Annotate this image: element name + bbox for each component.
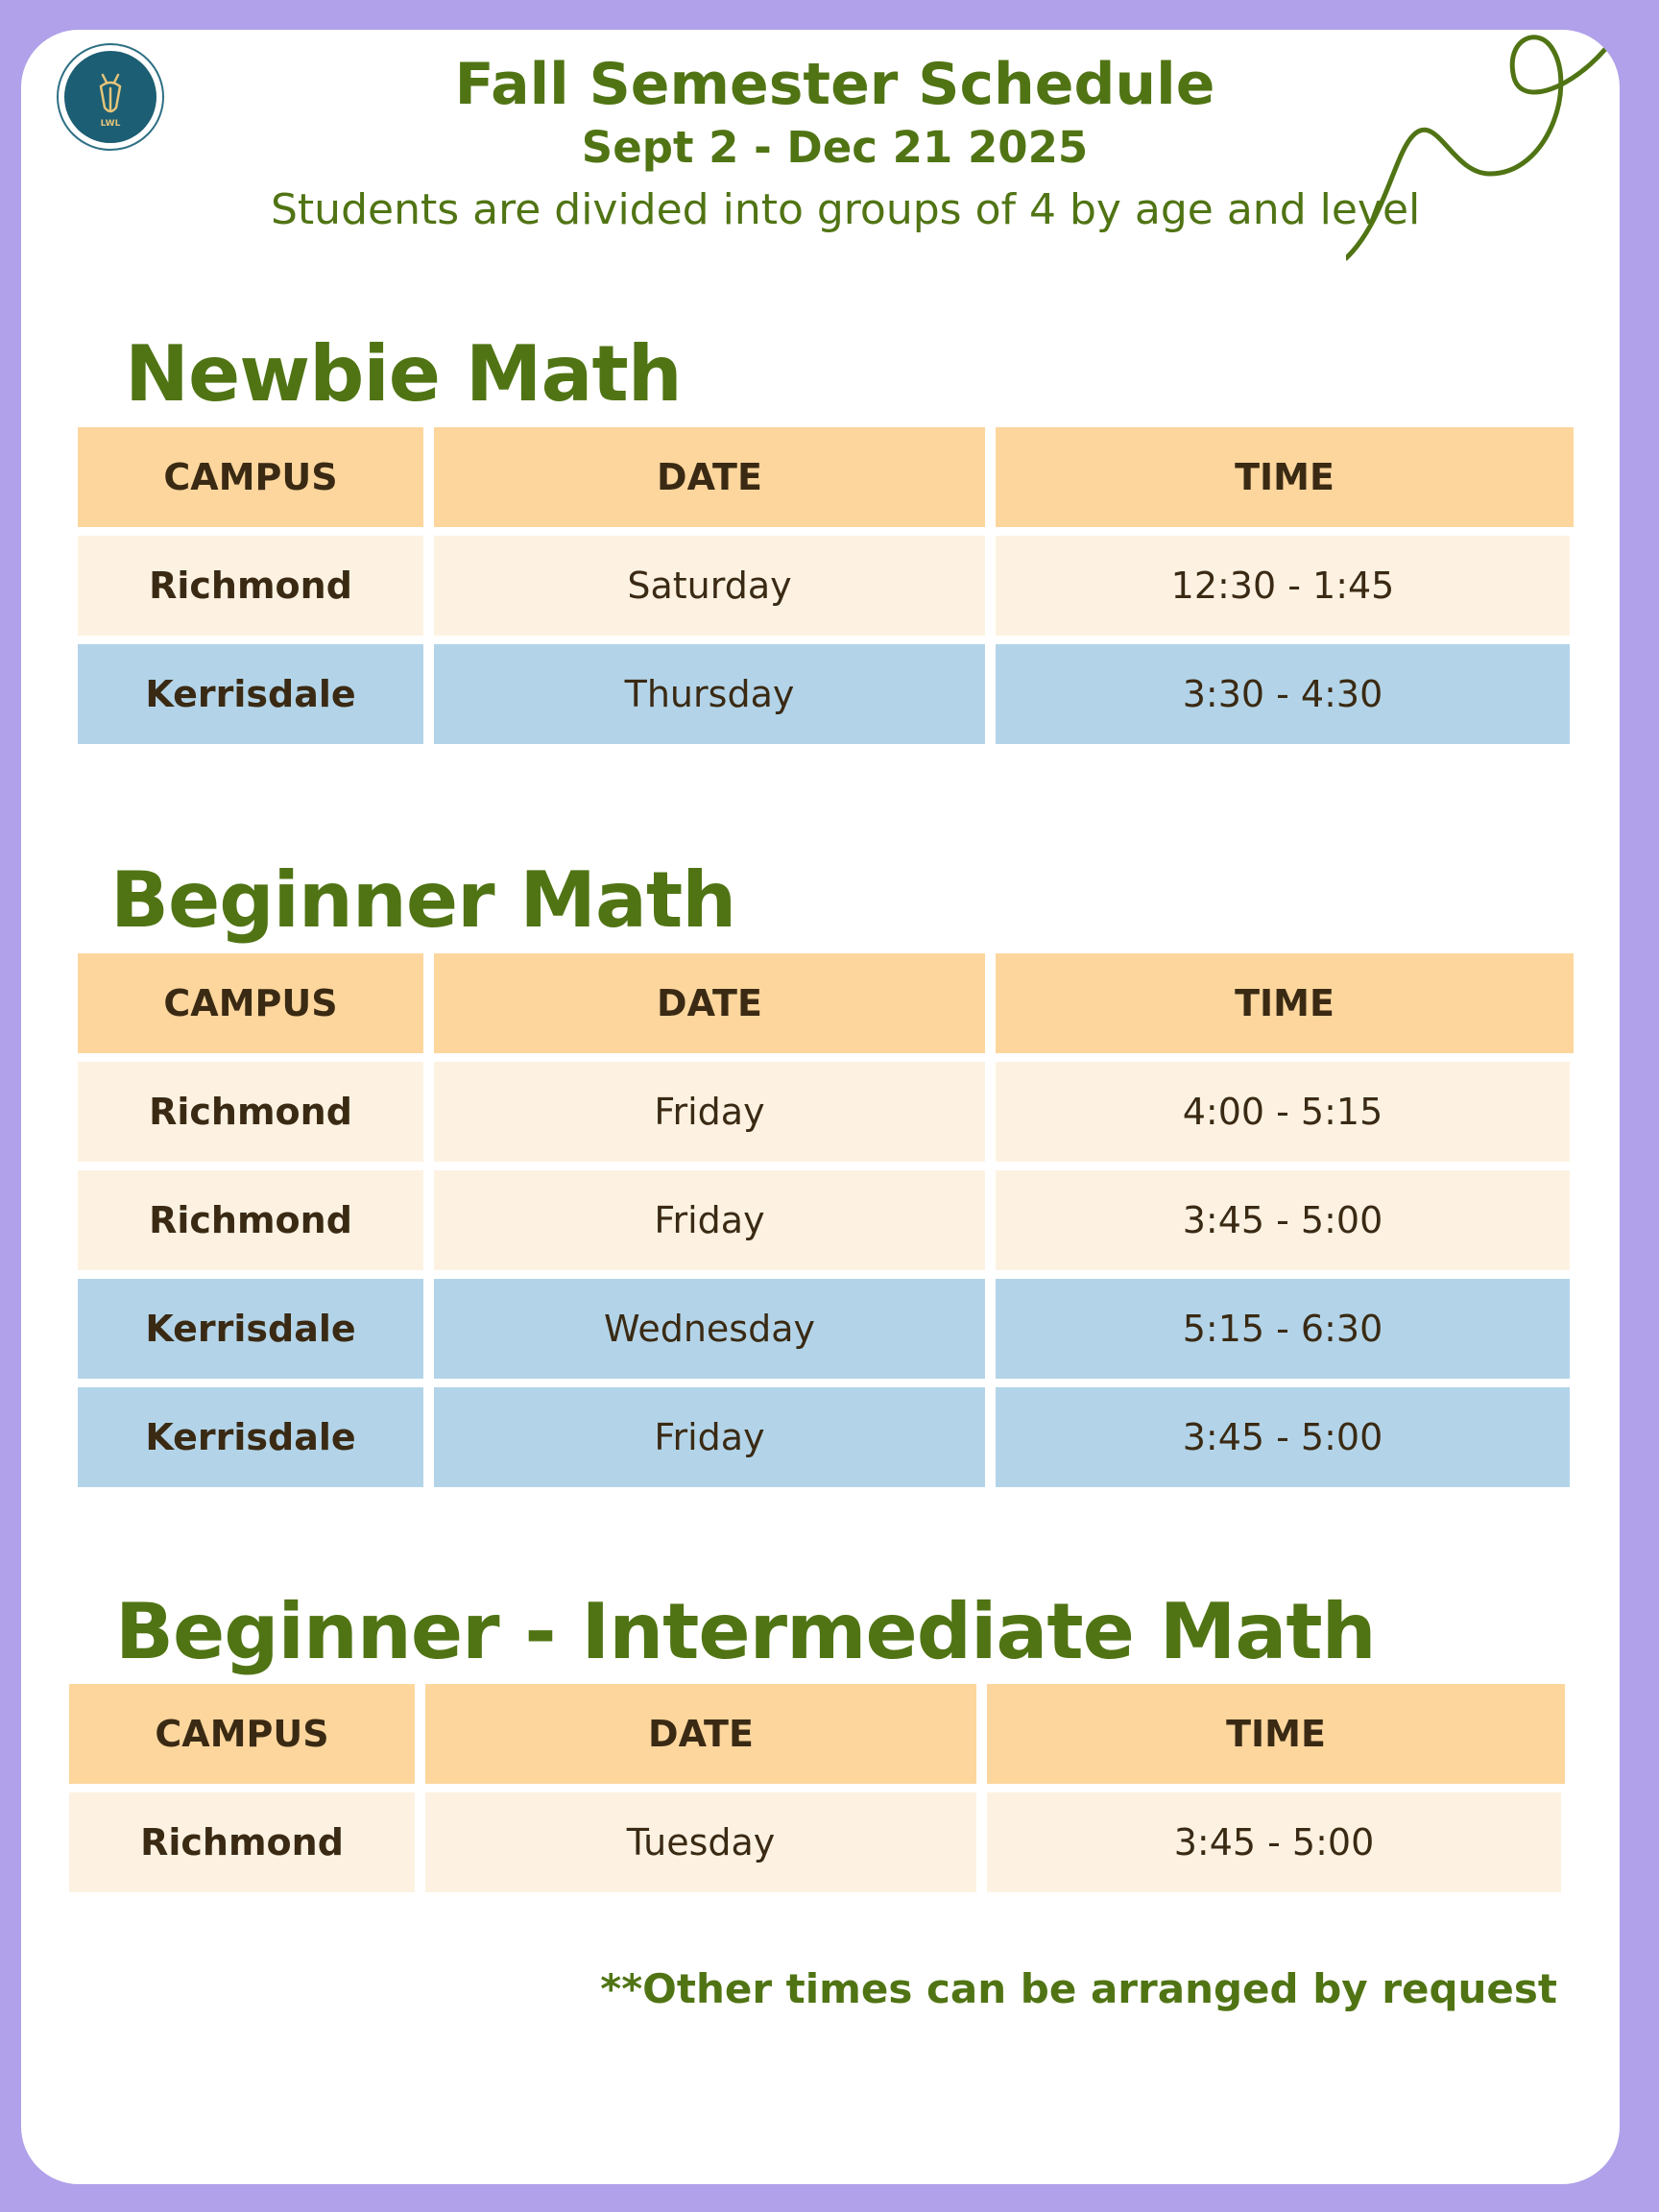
page-title: Fall Semester Schedule	[454, 51, 1215, 118]
campus-cell: Richmond	[78, 1170, 423, 1270]
logo-text: LWL	[100, 119, 121, 129]
time-cell: 3:30 - 4:30	[996, 644, 1570, 744]
tagline: Students are divided into groups of 4 by age and level	[271, 185, 1421, 234]
arrangement-note: **Other times can be arranged by request	[600, 1965, 1557, 2012]
time-cell: 4:00 - 5:15	[996, 1062, 1570, 1162]
date-cell: Thursday	[434, 644, 985, 744]
date-cell: Friday	[434, 1062, 985, 1162]
campus-cell: Kerrisdale	[78, 1387, 423, 1487]
date-cell: Tuesday	[425, 1792, 976, 1892]
column-header-time: TIME	[996, 427, 1574, 527]
column-header-campus: CAMPUS	[69, 1684, 415, 1784]
column-header-date: DATE	[425, 1684, 976, 1784]
date-cell: Friday	[434, 1387, 985, 1487]
section-title-beginner-math: Beginner Math	[110, 855, 736, 945]
campus-cell: Kerrisdale	[78, 1279, 423, 1379]
time-cell: 3:45 - 5:00	[996, 1387, 1570, 1487]
column-header-date: DATE	[434, 427, 985, 527]
date-cell: Friday	[434, 1170, 985, 1270]
column-header-campus: CAMPUS	[78, 427, 423, 527]
section-title-beginner-intermediate-math: Beginner - Intermediate Math	[115, 1587, 1376, 1676]
semester-dates: Sept 2 - Dec 21 2025	[581, 122, 1089, 173]
time-cell: 3:45 - 5:00	[987, 1792, 1561, 1892]
campus-cell: Richmond	[78, 536, 423, 636]
time-cell: 3:45 - 5:00	[996, 1170, 1570, 1270]
date-cell: Saturday	[434, 536, 985, 636]
time-cell: 5:15 - 6:30	[996, 1279, 1570, 1379]
time-cell: 12:30 - 1:45	[996, 536, 1570, 636]
column-header-time: TIME	[996, 953, 1574, 1053]
section-title-newbie-math: Newbie Math	[125, 329, 682, 419]
date-cell: Wednesday	[434, 1279, 985, 1379]
campus-cell: Kerrisdale	[78, 644, 423, 744]
column-header-campus: CAMPUS	[78, 953, 423, 1053]
campus-cell: Richmond	[69, 1792, 415, 1892]
campus-cell: Richmond	[78, 1062, 423, 1162]
column-header-time: TIME	[987, 1684, 1565, 1784]
column-header-date: DATE	[434, 953, 985, 1053]
schedule-card	[21, 30, 1620, 2184]
